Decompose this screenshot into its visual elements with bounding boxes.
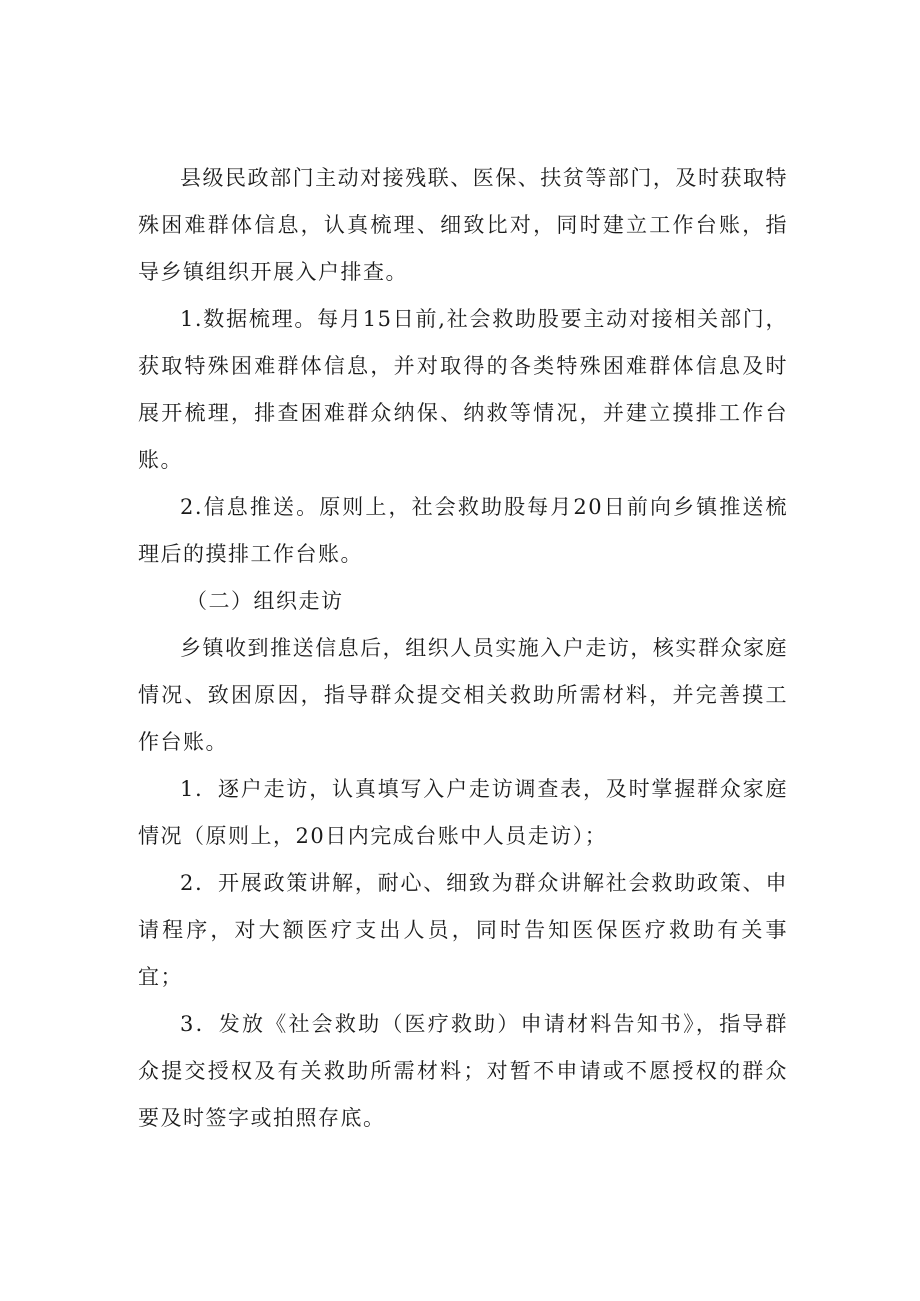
paragraph-info-push: 2.信息推送。原则上，社会救助股每月20日前向乡镇推送梳理后的摸排工作台账。 bbox=[138, 495, 788, 566]
paragraph-visit-item-2: 2．开展政策讲解，耐心、细致为群众讲解社会救助政策、申请程序，对大额医疗支出人员，同时告知医保医疗救助有关事宜； bbox=[138, 871, 788, 989]
section-heading: （二）组织走访 bbox=[186, 589, 344, 613]
paragraph-visit-intro: 乡镇收到推送信息后，组织人员实施入户走访，核实群众家庭情况、致困原因，指导群众提交相关救助所需材料，并完善摸工作台账。 bbox=[138, 636, 788, 754]
paragraph-visit-item-1: 1．逐户走访，认真填写入户走访调查表，及时掌握群众家庭情况（原则上，20日内完成台账中人员走访）； bbox=[138, 777, 788, 848]
paragraph-visit-item-3: 3．发放《社会救助（医疗救助）申请材料告知书》，指导群众提交授权及有关救助所需材料；对暂不申请或不愿授权的群众要及时签字或拍照存底。 bbox=[138, 1012, 788, 1130]
paragraph-intro: 县级民政部门主动对接残联、医保、扶贫等部门，及时获取特殊困难群体信息，认真梳理、细致比对，同时建立工作台账，指导乡镇组织开展入户排查。 bbox=[138, 166, 788, 284]
paragraph-data-sorting: 1.数据梳理。每月15日前,社会救助股要主动对接相关部门，获取特殊困难群体信息，并对取得的各类特殊困难群体信息及时展开梳理，排查困难群众纳保、纳救等情况，并建立摸排工作台账。 bbox=[138, 307, 788, 472]
